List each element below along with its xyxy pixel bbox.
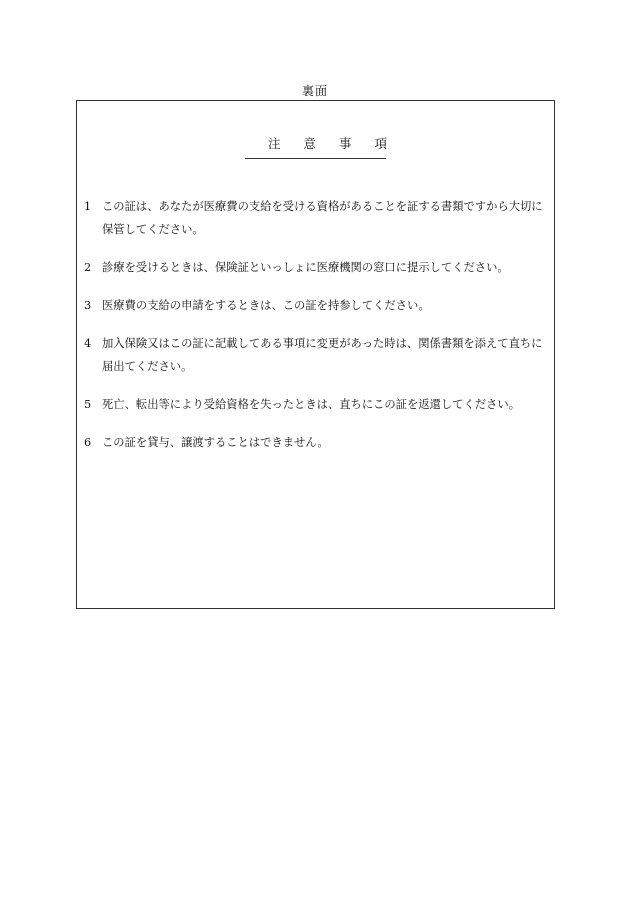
- notice-item-text: 加入保険又はこの証に記載してある事項に変更があった時は、関係書類を添えて直ちに届出てください。: [102, 337, 543, 373]
- notice-item-text: 死亡、転出等により受給資格を失ったときは、直ちにこの証を返還してください。: [102, 398, 520, 411]
- notice-item-number: 4: [84, 337, 92, 350]
- notice-title-wrap: [77, 133, 554, 159]
- notice-item-number: 6: [84, 436, 92, 449]
- notice-item: [84, 393, 552, 416]
- notice-item: [84, 256, 552, 279]
- notice-item-text: この証は、あなたが医療費の支給を受ける資格があることを証する書類ですから大切に保管してください。: [102, 200, 543, 236]
- notice-item-text: この証を貸与、譲渡することはできません。: [102, 436, 329, 449]
- notice-item: [84, 294, 552, 317]
- notice-item: [84, 332, 552, 378]
- notice-title: 注意事項: [245, 136, 386, 159]
- notice-item-text: 診療を受けるときは、保険証といっしょに医療機関の窓口に提示してください。: [102, 261, 509, 274]
- notice-item-number: 2: [84, 261, 92, 274]
- notice-item-number: 5: [84, 398, 92, 411]
- notice-item-text: 医療費の支給の申請をするときは、この証を持参してください。: [102, 299, 430, 312]
- notice-item: [84, 195, 552, 241]
- notice-list: [84, 195, 552, 469]
- notice-item-number: 3: [84, 299, 92, 312]
- notice-frame: [76, 100, 555, 609]
- notice-item: [84, 431, 552, 454]
- page-side-label: 裏面: [301, 84, 328, 98]
- notice-item-number: 1: [84, 200, 92, 213]
